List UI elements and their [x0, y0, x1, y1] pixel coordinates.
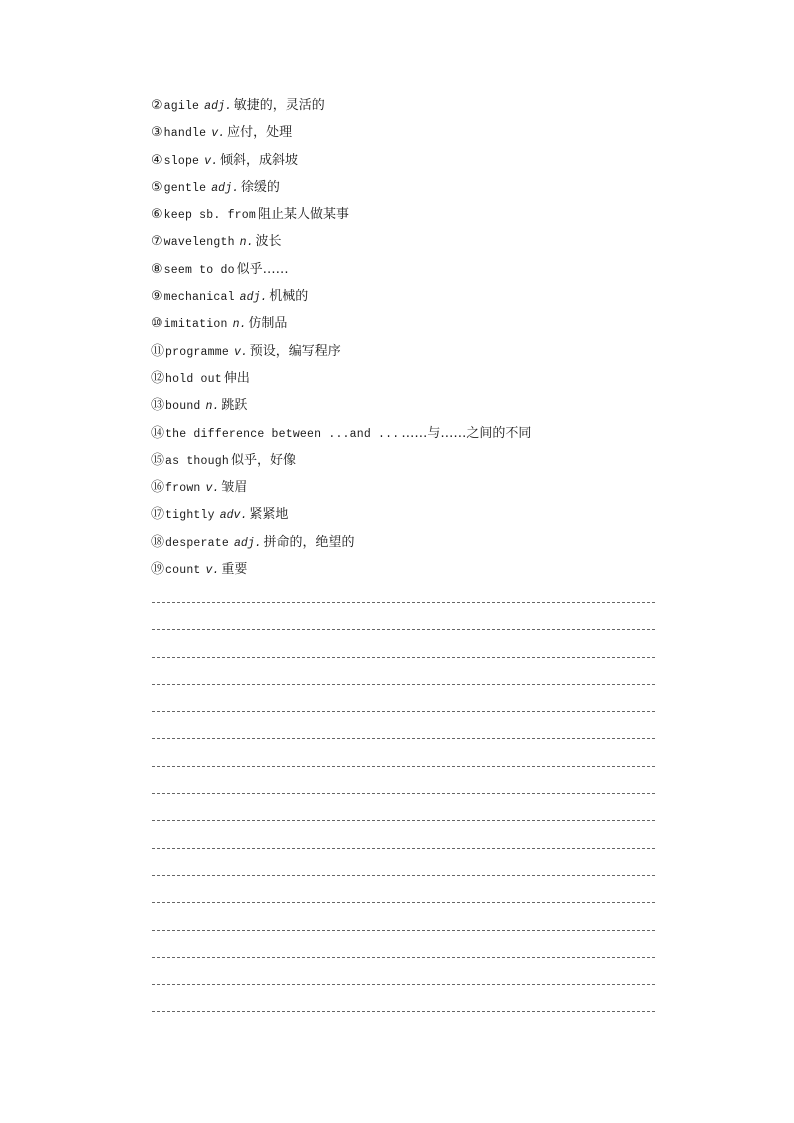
item-number: ⑪: [151, 343, 165, 359]
part-of-speech: n.: [232, 318, 247, 332]
vocab-meaning: 似乎……: [236, 261, 289, 277]
vocab-meaning: 伸出: [223, 370, 250, 386]
vocab-item: [151, 256, 671, 283]
writing-line: [152, 602, 655, 603]
vocab-item: [151, 365, 671, 392]
part-of-speech: adj.: [204, 100, 232, 113]
item-number: ⑭: [151, 425, 165, 441]
vocab-item: [151, 474, 671, 501]
vocab-meaning: 仿制品: [248, 316, 288, 332]
writing-line: [152, 930, 655, 931]
writing-line: [152, 684, 655, 685]
vocab-item: [151, 392, 671, 419]
vocab-item: [151, 228, 671, 255]
item-number: ⑬: [151, 398, 165, 414]
vocab-meaning: 跳跃: [221, 398, 248, 414]
item-number: ⑯: [151, 480, 165, 496]
vocab-item: [151, 92, 671, 119]
vocab-term: hold out: [165, 372, 222, 386]
writing-line: [152, 848, 655, 849]
item-number: ③: [151, 125, 163, 141]
item-number: ⑩: [151, 316, 163, 332]
vocab-term: tightly: [165, 509, 215, 523]
writing-lines: [152, 602, 655, 1039]
vocab-term: imitation: [163, 318, 228, 332]
vocab-item: [151, 447, 671, 474]
vocab-item: [151, 283, 671, 310]
vocab-term: wavelength: [163, 236, 235, 250]
vocab-meaning: 倾斜，成斜坡: [219, 152, 298, 168]
writing-line: [152, 902, 655, 903]
vocab-meaning: 敏捷的，灵活的: [233, 98, 325, 113]
item-number: ⑧: [151, 261, 163, 277]
writing-line: [152, 766, 655, 767]
writing-line: [152, 657, 655, 658]
item-number: ⑲: [151, 562, 165, 578]
vocab-item: [151, 174, 671, 201]
item-number: ⑤: [151, 179, 163, 195]
vocab-term: count: [165, 564, 201, 578]
vocab-meaning: 波长: [255, 234, 282, 250]
part-of-speech: n.: [239, 236, 254, 250]
vocab-term: programme: [165, 345, 229, 359]
writing-line: [152, 957, 655, 958]
vocab-term: bound: [165, 400, 201, 414]
vocab-item: [151, 501, 671, 528]
vocab-item: [151, 119, 671, 146]
vocab-term: keep sb. from: [163, 209, 256, 223]
vocab-meaning: 徐缓的: [240, 179, 280, 195]
item-number: ⑫: [151, 370, 165, 386]
vocab-meaning: 重要: [221, 562, 248, 578]
writing-line: [152, 820, 655, 821]
part-of-speech: v.: [233, 345, 248, 359]
vocab-meaning: 预设，编写程序: [249, 343, 341, 359]
vocab-term: the difference between ...and ...: [165, 427, 400, 441]
writing-line: [152, 738, 655, 739]
writing-line: [152, 793, 655, 794]
part-of-speech: n.: [205, 400, 220, 414]
vocab-term: frown: [165, 482, 201, 496]
part-of-speech: adj.: [233, 536, 262, 550]
vocabulary-list: [151, 92, 671, 583]
vocab-meaning: 机械的: [269, 289, 309, 305]
writing-line: [152, 984, 655, 985]
item-number: ⑮: [151, 452, 165, 468]
item-number: ⑦: [151, 234, 163, 250]
part-of-speech: v.: [211, 127, 226, 141]
item-number: ⑥: [151, 207, 163, 223]
vocab-meaning: 阻止某人做某事: [257, 207, 349, 223]
writing-line: [152, 875, 655, 876]
vocab-term: handle: [163, 127, 207, 141]
vocab-item: [151, 338, 671, 365]
vocab-term: mechanical: [163, 291, 235, 305]
item-number: ④: [151, 152, 163, 168]
vocab-item: [151, 556, 671, 583]
vocab-term: agile: [163, 100, 200, 113]
item-number: ⑨: [151, 289, 163, 305]
item-number: ⑱: [151, 534, 165, 550]
vocab-meaning: 皱眉: [221, 480, 248, 496]
part-of-speech: v.: [205, 564, 220, 578]
vocab-meaning: 拼命的，绝望的: [263, 534, 355, 550]
vocab-meaning: ……与……之间的不同: [401, 425, 532, 441]
part-of-speech: v.: [204, 154, 218, 168]
part-of-speech: adj.: [211, 181, 239, 195]
vocab-meaning: 紧紧地: [249, 507, 289, 523]
writing-line: [152, 629, 655, 630]
vocab-item: [151, 201, 671, 228]
vocab-term: as though: [165, 454, 229, 468]
part-of-speech: adv.: [219, 509, 248, 523]
part-of-speech: adj.: [239, 291, 268, 305]
vocab-meaning: 似乎，好像: [230, 452, 296, 468]
vocab-term: desperate: [165, 536, 229, 550]
vocab-term: slope: [163, 154, 200, 168]
item-number: ⑰: [151, 507, 165, 523]
vocab-item: [151, 529, 671, 556]
writing-line: [152, 711, 655, 712]
item-number: ②: [151, 98, 163, 113]
vocab-item: [151, 147, 671, 174]
vocab-meaning: 应付，处理: [227, 125, 293, 141]
part-of-speech: v.: [205, 482, 220, 496]
vocab-item: [151, 420, 671, 447]
vocab-item: [151, 310, 671, 337]
writing-line: [152, 1011, 655, 1012]
vocab-term: gentle: [163, 181, 207, 195]
vocab-term: seem to do: [163, 263, 235, 277]
